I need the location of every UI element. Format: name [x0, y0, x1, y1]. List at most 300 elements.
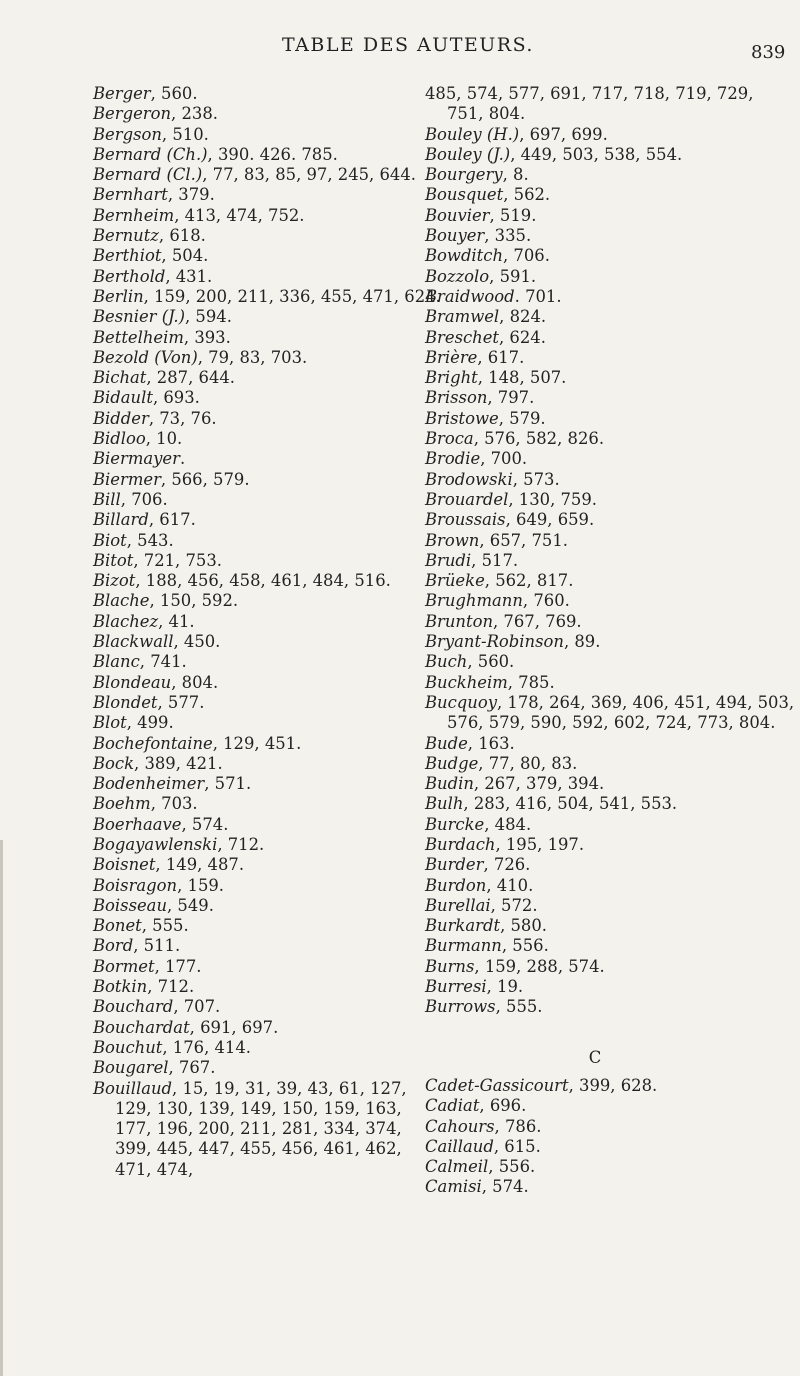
index-entry: [425, 571, 795, 591]
author-name: Blache: [93, 591, 150, 611]
author-name: Buckheim: [425, 672, 508, 692]
index-entry: [93, 652, 443, 672]
author-name: Burdon: [425, 875, 487, 895]
page-refs: , 15, 19, 31, 39, 43, 61, 127, 129, 130, 139, 149, 150, 159, 163, 177, 196, 200, 211, 281, 334, 374, 399, 445, 447, 455, 456, 461, 462, 471, 474,: [115, 1078, 407, 1179]
index-entry: [93, 409, 443, 429]
index-entry: [93, 612, 443, 632]
index-entry: [425, 1096, 795, 1116]
author-name: Bouchard: [93, 997, 174, 1017]
author-name: Brown: [425, 530, 480, 550]
page-refs: , 649, 659.: [505, 510, 595, 530]
page-refs: , 159.: [177, 875, 225, 895]
page-refs: , 574.: [481, 1177, 529, 1197]
page-refs: , 543.: [126, 530, 174, 550]
page-refs: , 89.: [563, 632, 601, 652]
author-name: Bouchut: [93, 1037, 163, 1057]
author-name: Bergeron: [93, 104, 172, 124]
index-entry: [425, 267, 795, 287]
author-name: Burresi: [425, 977, 487, 997]
page-refs: , 615.: [493, 1136, 541, 1156]
page-refs: , 706.: [120, 489, 168, 509]
page-refs: , 390. 426. 785.: [207, 144, 338, 164]
author-name: Bizot: [93, 571, 136, 591]
author-name: Brodie: [425, 449, 481, 469]
author-name: Bousquet: [425, 185, 504, 205]
page-refs: , 159, 288, 574.: [474, 956, 605, 976]
page-refs: , 594.: [185, 307, 232, 327]
index-entry: [425, 165, 795, 185]
index-entry: [425, 1157, 795, 1177]
index-entry: [93, 510, 443, 530]
page-refs: , 431.: [165, 266, 213, 286]
author-name: Brière: [425, 347, 478, 367]
author-name: Bochefontaine: [93, 733, 213, 753]
author-name: Budge: [425, 753, 479, 773]
author-name: Bormet: [93, 956, 155, 976]
author-name: Boerhaave: [93, 814, 182, 834]
author-name: Blanc: [93, 652, 140, 672]
author-name: Broussais: [425, 510, 506, 530]
index-entry: [425, 916, 795, 936]
index-entry: [93, 693, 443, 713]
index-entry: [425, 1076, 795, 1096]
page-refs: , 163.: [467, 733, 515, 753]
index-entry: [93, 226, 443, 246]
page-refs: , 283, 416, 504, 541, 553.: [463, 794, 678, 814]
index-entry: [425, 612, 795, 632]
author-name: Blondeau: [93, 672, 172, 692]
page-refs: , 177.: [154, 956, 202, 976]
index-entry: [425, 490, 795, 510]
author-name: Brouardel: [425, 489, 509, 509]
author-name: Boisnet: [93, 855, 156, 875]
index-entry: [425, 591, 795, 611]
author-name: Brisson: [425, 388, 488, 408]
index-entry: [425, 1137, 795, 1157]
index-entry: [93, 896, 443, 916]
page-refs: , 519.: [489, 205, 537, 225]
page-refs: . 701.: [514, 286, 562, 306]
author-name: Boisseau: [93, 895, 168, 915]
index-entry: [425, 206, 795, 226]
page-refs: , 555.: [495, 997, 543, 1017]
author-name: Bozzolo: [425, 266, 490, 286]
index-entries-c: [425, 1076, 795, 1198]
page-refs: , 130, 759.: [508, 489, 597, 509]
author-name: Bouillaud: [93, 1078, 173, 1098]
index-entry: [93, 84, 443, 104]
page-refs: , 706.: [503, 246, 550, 266]
author-name: Bogayawlenski: [93, 834, 218, 854]
author-name: Bristowe: [425, 408, 499, 428]
index-entry: [425, 551, 795, 571]
page-refs: , 450.: [173, 632, 221, 652]
index-entry: [93, 246, 443, 266]
index-entry: [425, 734, 795, 754]
page-refs: , 804.: [171, 672, 219, 692]
page-refs: , 77, 80, 83.: [478, 753, 578, 773]
page-refs: , 786.: [494, 1116, 542, 1136]
index-entry: [425, 754, 795, 774]
author-name: Bitot: [93, 550, 134, 570]
index-entry: [425, 510, 795, 530]
author-name: Burrows: [425, 997, 496, 1017]
index-entry: [425, 226, 795, 246]
page-refs: , 287, 644.: [146, 368, 236, 388]
page-refs: , 150, 592.: [149, 591, 239, 611]
page-refs: , 148, 507.: [477, 368, 567, 388]
author-name: Calmeil: [425, 1157, 489, 1177]
index-entry: [93, 1018, 443, 1038]
index-entry: [425, 997, 795, 1017]
index-entry: [93, 165, 443, 185]
index-entry: [425, 815, 795, 835]
page-refs: , 393.: [183, 327, 231, 347]
index-entry: [425, 328, 795, 348]
author-name: Burmann: [425, 936, 502, 956]
page-refs: , 562, 817.: [484, 571, 574, 591]
page-refs: , 335.: [484, 226, 532, 246]
page-refs: , 510.: [161, 124, 209, 144]
author-name: Brudi: [425, 550, 472, 570]
author-name: Bidault: [93, 388, 153, 408]
page-refs: , 504.: [161, 246, 209, 266]
author-name: Botkin: [93, 977, 148, 997]
section-letter: C: [588, 1047, 602, 1067]
page-refs: , 657, 751.: [479, 530, 568, 550]
page-refs: , 449, 503, 538, 554.: [510, 144, 683, 164]
author-name: Brunton: [425, 611, 494, 631]
author-name: Bord: [93, 936, 134, 956]
index-entry: [93, 835, 443, 855]
page-refs: , 767, 769.: [493, 611, 582, 631]
author-name: Blackwall: [93, 632, 174, 652]
author-name: Burkardt: [425, 916, 501, 936]
author-name: Bill: [93, 489, 121, 509]
author-name: Bernard (Cl.): [93, 165, 203, 185]
author-name: Bergson: [93, 124, 162, 144]
page-refs: , 707.: [173, 997, 221, 1017]
index-entry: [425, 936, 795, 956]
index-entry: [93, 429, 443, 449]
author-name: Bernheim: [93, 205, 175, 225]
author-name: Biermayer: [93, 449, 180, 469]
index-entry: [93, 206, 443, 226]
page-refs: , 712.: [217, 834, 265, 854]
page-refs: , 785.: [507, 672, 555, 692]
author-name: Broca: [425, 429, 474, 449]
index-entry: [93, 916, 443, 936]
index-entry: [425, 429, 795, 449]
index-entry: [425, 957, 795, 977]
index-entry: [425, 145, 795, 165]
page-refs: , 624.: [499, 327, 546, 347]
index-entry: [93, 936, 443, 956]
index-entry: [93, 1079, 443, 1180]
index-entry: [425, 977, 795, 997]
page-refs: , 499.: [126, 713, 174, 733]
index-entry: [93, 591, 443, 611]
index-entry: [425, 835, 795, 855]
page-refs: , 721, 753.: [133, 550, 222, 570]
index-entry: [425, 388, 795, 408]
author-name: Brughmann: [425, 591, 523, 611]
index-entry: [93, 1058, 443, 1078]
index-entry: [93, 997, 443, 1017]
page-refs: , 159, 200, 211, 336, 455, 471, 624.: [143, 286, 441, 306]
author-name: Burcke: [425, 814, 485, 834]
author-name: Bernutz: [93, 226, 159, 246]
author-name: Bowditch: [425, 246, 503, 266]
author-name: Burder: [425, 855, 484, 875]
index-entries-b: [425, 84, 795, 1018]
index-entry: [93, 307, 443, 327]
page-refs: , 79, 83, 703.: [197, 347, 308, 367]
page-refs: , 797.: [487, 388, 535, 408]
index-entry: [425, 693, 795, 734]
page-refs: , 517.: [471, 550, 519, 570]
index-entry: [425, 652, 795, 672]
page-refs: , 484.: [484, 814, 532, 834]
author-name: Boisragon: [93, 875, 178, 895]
page-header: [0, 34, 800, 70]
author-name: Bourgery: [425, 165, 503, 185]
page-refs: , 560.: [467, 652, 515, 672]
index-entry: [93, 957, 443, 977]
author-name: Brodowski: [425, 469, 513, 489]
author-name: Berger: [93, 84, 151, 103]
index-entry: [93, 815, 443, 835]
page-refs: , 572.: [490, 895, 538, 915]
author-name: Bezold (Von): [93, 347, 198, 367]
index-entry: [425, 470, 795, 490]
page-refs: , 562.: [503, 185, 551, 205]
author-name: Bidloo: [93, 429, 146, 449]
page-refs: , 410.: [486, 875, 534, 895]
author-name: Bude: [425, 733, 468, 753]
page-refs: , 399, 628.: [568, 1075, 658, 1095]
index-entry: [425, 673, 795, 693]
index-entry: [93, 287, 443, 307]
author-name: Besnier (J.): [93, 307, 185, 327]
page-refs: , 693.: [152, 388, 200, 408]
author-name: Buch: [425, 652, 468, 672]
author-name: Bouley (H.): [425, 124, 520, 144]
index-entry: [425, 449, 795, 469]
index-entry: [425, 409, 795, 429]
page-refs: , 41.: [158, 611, 195, 631]
author-name: Bock: [93, 753, 135, 773]
index-entry: [93, 490, 443, 510]
page-refs: , 413, 474, 752.: [174, 205, 305, 225]
page-refs: , 556.: [501, 936, 549, 956]
author-name: Blachez: [93, 611, 159, 631]
page-refs: , 549.: [167, 895, 214, 915]
author-name: Berlin: [93, 286, 144, 306]
page-refs: , 712.: [147, 977, 195, 997]
author-name: Bernard (Ch.): [93, 144, 208, 164]
index-entry: [93, 632, 443, 652]
index-entry: [425, 896, 795, 916]
index-entry: [93, 1038, 443, 1058]
page-refs: , 8.: [502, 165, 529, 185]
page-refs: , 195, 197.: [495, 834, 585, 854]
page-refs: , 574.: [181, 814, 229, 834]
author-name: Biermer: [93, 469, 161, 489]
index-entry: [93, 470, 443, 490]
index-entry: [425, 125, 795, 145]
author-name: Bouvier: [425, 205, 490, 225]
index-entry: [93, 125, 443, 145]
index-entry: [93, 734, 443, 754]
index-entry: [93, 855, 443, 875]
index-entry: [93, 104, 443, 124]
page-refs: , 760.: [522, 591, 570, 611]
page-refs: 485, 574, 577, 691, 717, 718, 719, 729, 751, 804.: [425, 84, 754, 124]
author-name: Berthold: [93, 266, 166, 286]
index-entry: [93, 754, 443, 774]
page-refs: , 571.: [204, 774, 252, 794]
author-name: Bodenheimer: [93, 774, 205, 794]
page-refs: , 618.: [158, 226, 206, 246]
author-name: Bettelheim: [93, 327, 184, 347]
page-refs: , 691, 697.: [189, 1017, 279, 1037]
author-name: Bouyer: [425, 226, 485, 246]
index-entry: [425, 287, 795, 307]
page-refs: , 697, 699.: [519, 124, 608, 144]
author-name: Bryant-Robinson: [425, 632, 564, 652]
page-refs: , 579.: [498, 408, 546, 428]
page-refs: , 741.: [139, 652, 187, 672]
page-refs: , 511.: [133, 936, 181, 956]
page-refs: , 149, 487.: [155, 855, 245, 875]
index-entry: [425, 1177, 795, 1197]
index-entry: [93, 551, 443, 571]
page-refs: , 617.: [148, 510, 196, 530]
page-refs: , 696.: [479, 1096, 527, 1116]
page-refs: , 176, 414.: [162, 1037, 251, 1057]
page-refs: , 19.: [486, 977, 524, 997]
page-refs: , 267, 379, 394.: [473, 774, 605, 794]
page-refs: , 379.: [167, 185, 215, 205]
author-name: Bright: [425, 368, 478, 388]
page-refs: .: [179, 449, 186, 469]
index-entry: [425, 531, 795, 551]
author-name: Bernhart: [93, 185, 168, 205]
index-entry: [425, 774, 795, 794]
author-name: Budin: [425, 774, 474, 794]
page-number: 839: [751, 42, 786, 63]
page-refs: , 389, 421.: [134, 753, 223, 773]
author-name: Bougarel: [93, 1058, 169, 1078]
author-name: Burdach: [425, 834, 496, 854]
author-name: Bouchardat: [93, 1017, 190, 1037]
author-name: Burns: [425, 956, 475, 976]
index-entry: [93, 977, 443, 997]
author-name: Cadiat: [425, 1096, 480, 1116]
page-refs: , 566, 579.: [160, 469, 250, 489]
author-name: Bidder: [93, 408, 149, 428]
page-refs: , 178, 264, 369, 406, 451, 494, 503, 576, 579, 590, 592, 602, 724, 773, 804.: [447, 692, 795, 733]
index-entry: [425, 855, 795, 875]
index-column-right: [425, 84, 795, 1198]
index-entry: [93, 388, 443, 408]
author-name: Brüeke: [425, 571, 485, 591]
page-refs: , 77, 83, 85, 97, 245, 644.: [202, 165, 416, 185]
page-refs: , 703.: [150, 794, 198, 814]
page-refs: , 700.: [480, 449, 528, 469]
author-name: Bichat: [93, 368, 147, 388]
author-name: Camisi: [425, 1177, 482, 1197]
page-refs: , 555.: [141, 916, 189, 936]
index-entry: [93, 571, 443, 591]
page-refs: , 824.: [499, 307, 547, 327]
author-name: Billard: [93, 510, 149, 530]
page-refs: , 576, 582, 826.: [473, 429, 605, 449]
page-refs: , 580.: [500, 916, 547, 936]
index-entry: [425, 876, 795, 896]
index-entry: [93, 185, 443, 205]
index-entry: [425, 307, 795, 327]
author-name: Cadet-Gassicourt: [425, 1075, 569, 1095]
page-refs: , 73, 76.: [148, 408, 217, 428]
index-entry: [425, 185, 795, 205]
page-refs: , 577.: [157, 692, 205, 712]
index-entry: [93, 794, 443, 814]
index-entry: [93, 713, 443, 733]
author-name: Biot: [93, 530, 127, 550]
index-entry: [93, 145, 443, 165]
index-entry: [93, 673, 443, 693]
index-entry: [425, 246, 795, 266]
page-refs: , 617.: [477, 347, 525, 367]
author-name: Bouley (J.): [425, 144, 511, 164]
index-entry: [93, 267, 443, 287]
index-entry: [93, 774, 443, 794]
author-name: Blot: [93, 713, 127, 733]
index-entry: [425, 794, 795, 814]
index-entry: [93, 531, 443, 551]
page-refs: , 129, 451.: [212, 733, 302, 753]
index-entry: [425, 1117, 795, 1137]
index-entry: [93, 368, 443, 388]
author-name: Burellai: [425, 895, 491, 915]
author-name: Bulh: [425, 794, 464, 814]
page-refs: , 726.: [483, 855, 531, 875]
page-refs: , 188, 456, 458, 461, 484, 516.: [135, 571, 391, 591]
page-refs: , 10.: [145, 429, 183, 449]
page-refs: , 591.: [489, 266, 537, 286]
author-name: Blondet: [93, 692, 158, 712]
index-entry: [425, 632, 795, 652]
index-entry: [93, 876, 443, 896]
page-refs: , 556.: [488, 1157, 536, 1177]
index-column-left: [93, 84, 443, 1180]
index-entry: [93, 449, 443, 469]
author-name: Cahours: [425, 1116, 495, 1136]
author-name: Breschet: [425, 327, 500, 347]
page-refs: , 573.: [512, 469, 560, 489]
page-title: TABLE DES AUTEURS.: [282, 34, 534, 56]
index-entry: [93, 348, 443, 368]
author-name: Bucquoy: [425, 692, 497, 712]
index-entry: [425, 368, 795, 388]
author-name: Berthiot: [93, 246, 162, 266]
page-edge-shadow: [0, 840, 3, 1376]
index-entry: [93, 328, 443, 348]
author-name: Bonet: [93, 916, 142, 936]
page-refs: , 767.: [168, 1058, 216, 1078]
